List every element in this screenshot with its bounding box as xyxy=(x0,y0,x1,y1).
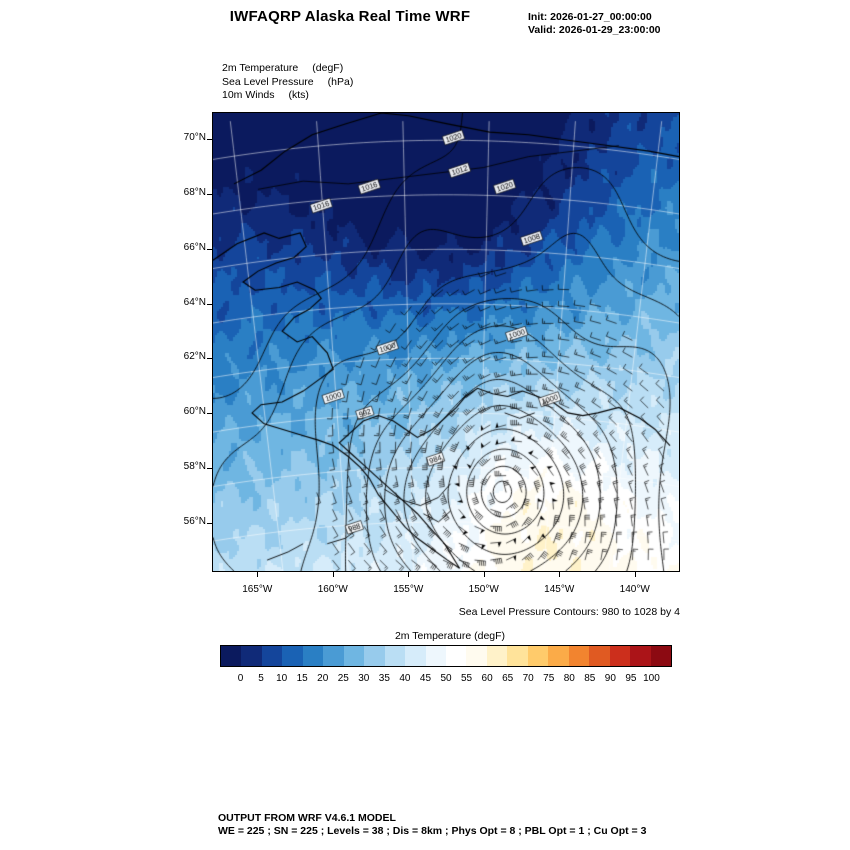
longitude-tick-label: 145°W xyxy=(544,584,575,595)
slp-contour-caption: Sea Level Pressure Contours: 980 to 1028 by 4 xyxy=(458,606,680,618)
colorbar-swatch xyxy=(385,646,405,666)
latitude-tick-label: 64°N xyxy=(183,296,206,308)
colorbar-tick-label: 60 xyxy=(481,673,493,684)
colorbar-tick-label: 85 xyxy=(584,673,596,684)
latitude-tick-mark xyxy=(207,358,212,359)
colorbar-swatch xyxy=(303,646,323,666)
longitude-tick-mark xyxy=(635,572,636,577)
colorbar-tick-label: 20 xyxy=(317,673,329,684)
colorbar-tick-label: 70 xyxy=(522,673,534,684)
valid-time: Valid: 2026-01-29_23:00:00 xyxy=(528,24,661,36)
longitude-tick-label: 140°W xyxy=(619,584,650,595)
weather-map-canvas xyxy=(213,113,679,571)
colorbar-tick-label: 0 xyxy=(237,673,244,684)
colorbar-tick-label: 100 xyxy=(643,673,660,684)
colorbar-tick-label: 45 xyxy=(419,673,432,684)
colorbar-swatch xyxy=(630,646,650,666)
latitude-tick-mark xyxy=(207,139,212,140)
colorbar-tick-label: 80 xyxy=(563,673,575,684)
init-valid-block xyxy=(528,11,661,37)
colorbar-swatch xyxy=(446,646,466,666)
field-row-0 xyxy=(222,62,353,76)
latitude-tick-mark xyxy=(207,194,212,195)
latitude-tick-label: 68°N xyxy=(183,187,206,199)
colorbar-title: 2m Temperature (degF) xyxy=(394,630,506,642)
colorbar-swatch xyxy=(528,646,548,666)
latitude-tick-label: 70°N xyxy=(183,132,206,144)
map-plot-area xyxy=(212,112,680,572)
colorbar-swatch xyxy=(569,646,589,666)
colorbar-swatch xyxy=(651,646,671,666)
colorbar-swatch xyxy=(344,646,364,666)
colorbar-swatch xyxy=(507,646,527,666)
colorbar-swatch xyxy=(262,646,282,666)
colorbar-swatch xyxy=(426,646,446,666)
field-units-1: (hPa) xyxy=(327,75,354,88)
field-name-2: 10m Winds xyxy=(222,89,275,101)
colorbar-tick-labels xyxy=(220,670,672,686)
colorbar-swatch xyxy=(466,646,486,666)
colorbar xyxy=(220,645,672,667)
field-name-1: Sea Level Pressure xyxy=(222,75,314,88)
latitude-tick-mark xyxy=(207,413,212,414)
field-row-2 xyxy=(222,89,353,103)
model-output-footer xyxy=(218,812,646,838)
longitude-tick-mark xyxy=(257,572,258,577)
latitude-tick-mark xyxy=(207,249,212,250)
field-units-2: (kts) xyxy=(288,89,309,101)
colorbar-swatch xyxy=(405,646,425,666)
colorbar-tick-label: 30 xyxy=(358,673,370,684)
field-units-0: (degF) xyxy=(312,62,344,74)
colorbar-tick-label: 65 xyxy=(502,673,514,684)
colorbar-swatch xyxy=(610,646,630,666)
field-list xyxy=(222,62,353,103)
colorbar-swatch xyxy=(589,646,609,666)
page-title: IWFAQRP Alaska Real Time WRF xyxy=(229,8,471,25)
longitude-tick-mark xyxy=(484,572,485,577)
colorbar-swatch xyxy=(323,646,343,666)
footer-line-1: OUTPUT FROM WRF V4.6.1 MODEL xyxy=(218,812,396,824)
latitude-tick-mark xyxy=(207,523,212,524)
colorbar-tick-label: 95 xyxy=(625,673,637,684)
colorbar-tick-label: 75 xyxy=(543,673,555,684)
colorbar-tick-label: 90 xyxy=(604,673,616,684)
colorbar-tick-label: 5 xyxy=(258,673,264,684)
latitude-tick-label: 60°N xyxy=(183,406,206,418)
colorbar-swatch xyxy=(548,646,568,666)
colorbar-swatch xyxy=(282,646,302,666)
colorbar-swatch xyxy=(487,646,507,666)
longitude-tick-label: 155°W xyxy=(393,584,424,595)
colorbar-tick-label: 35 xyxy=(378,673,390,684)
latitude-tick-mark xyxy=(207,304,212,305)
longitude-tick-mark xyxy=(333,572,334,577)
colorbar-tick-label: 15 xyxy=(296,673,308,684)
colorbar-swatch xyxy=(364,646,384,666)
colorbar-swatch xyxy=(221,646,241,666)
longitude-tick-mark xyxy=(559,572,560,577)
colorbar-swatch xyxy=(241,646,261,666)
colorbar-tick-label: 55 xyxy=(460,673,473,684)
colorbar-tick-label: 40 xyxy=(399,673,411,684)
latitude-tick-mark xyxy=(207,468,212,469)
field-row-1 xyxy=(222,76,353,90)
longitude-tick-label: 165°W xyxy=(242,584,273,595)
colorbar-tick-label: 50 xyxy=(440,673,452,684)
longitude-tick-label: 160°W xyxy=(317,584,348,595)
longitude-tick-mark xyxy=(408,572,409,577)
latitude-tick-label: 66°N xyxy=(183,241,206,253)
colorbar-tick-label: 25 xyxy=(337,673,349,684)
latitude-tick-label: 56°N xyxy=(183,515,206,527)
latitude-tick-label: 62°N xyxy=(183,351,206,363)
longitude-tick-label: 150°W xyxy=(468,584,499,595)
footer-line-2: WE = 225 ; SN = 225 ; Levels = 38 ; Dis = 8km ; Phys Opt = 8 ; PBL Opt = 1 ; Cu Opt = 3 xyxy=(218,825,647,837)
colorbar-tick-label: 10 xyxy=(276,673,288,684)
init-time: Init: 2026-01-27_00:00:00 xyxy=(528,11,652,23)
latitude-tick-label: 58°N xyxy=(183,460,206,472)
field-name-0: 2m Temperature xyxy=(222,62,299,74)
